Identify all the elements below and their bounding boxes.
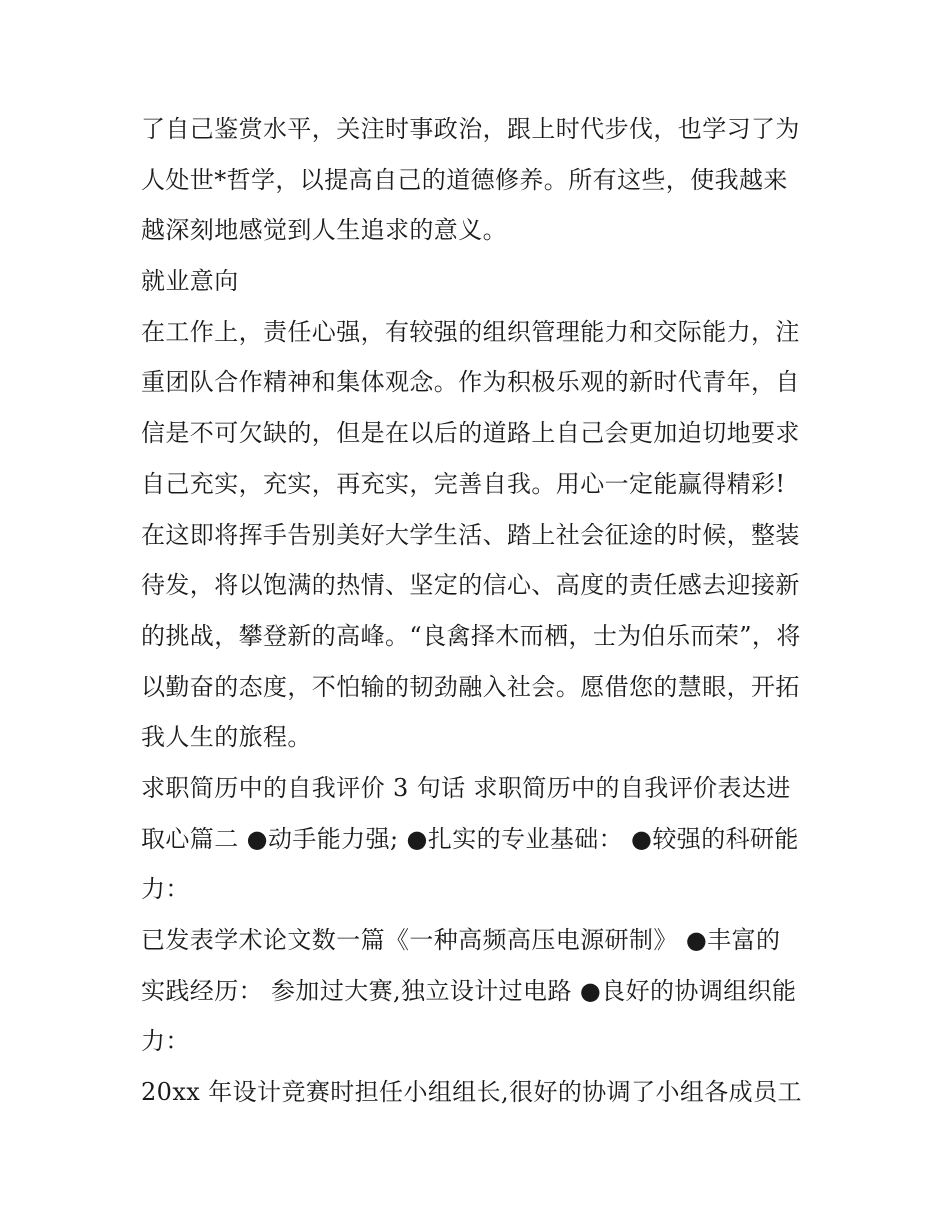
text-line: 自己充实，充实，再充实，完善自我。用心一定能赢得精彩! — [141, 469, 786, 498]
text-line: 了自己鉴赏水平，关注时事政治，跟上时代步伐，也学习了为 — [141, 115, 800, 143]
document-body — [141, 104, 821, 1118]
text-line: 人处世*哲学，以提高自己的道德修养。所有这些，使我越来 — [141, 165, 788, 194]
text-line: 信是不可欠缺的，但是在以后的道路上自己会更加迫切地要求 — [141, 419, 800, 448]
text-line: 实践经历： 参加过大赛,独立设计过电路 ●良好的协调组织能 — [141, 976, 797, 1005]
text-line: 越深刻地感觉到人生追求的意义。 — [141, 216, 507, 245]
text-line: 求职简历中的自我评价 3 句话 求职简历中的自我评价表达进 — [141, 773, 791, 802]
text-line: 以勤奋的态度，不怕输的韧劲融入社会。愿借您的慧眼，开拓 — [141, 672, 800, 701]
text-line: 取心篇二 ●动手能力强; ●扎实的专业基础： ●较强的科研能 — [141, 824, 799, 853]
text-line: 待发，将以饱满的热情、坚定的信心、高度的责任感去迎接新 — [141, 571, 800, 600]
text-line: 重团队合作精神和集体观念。作为积极乐观的新时代青年，自 — [141, 368, 800, 397]
text-line: 在工作上，责任心强，有较强的组织管理能力和交际能力，注 — [141, 317, 800, 346]
text-line: 力： — [141, 875, 190, 904]
text-line: 力： — [141, 1027, 190, 1056]
section-heading: 就业意向 — [141, 267, 239, 296]
text-line: 已发表学术论文数一篇《一种高频高压电源研制》 ●丰富的 — [141, 926, 781, 954]
text-line: 的挑战，攀登新的高峰。“良禽择木而栖，士为伯乐而荣”，将 — [141, 621, 801, 650]
text-line: 我人生的旅程。 — [141, 723, 312, 752]
text-line: 20xx 年设计竞赛时担任小组组长,很好的协调了小组各成员工 — [141, 1078, 802, 1107]
text-line: 在这即将挥手告别美好大学生活、踏上社会征途的时候，整装 — [141, 520, 800, 549]
